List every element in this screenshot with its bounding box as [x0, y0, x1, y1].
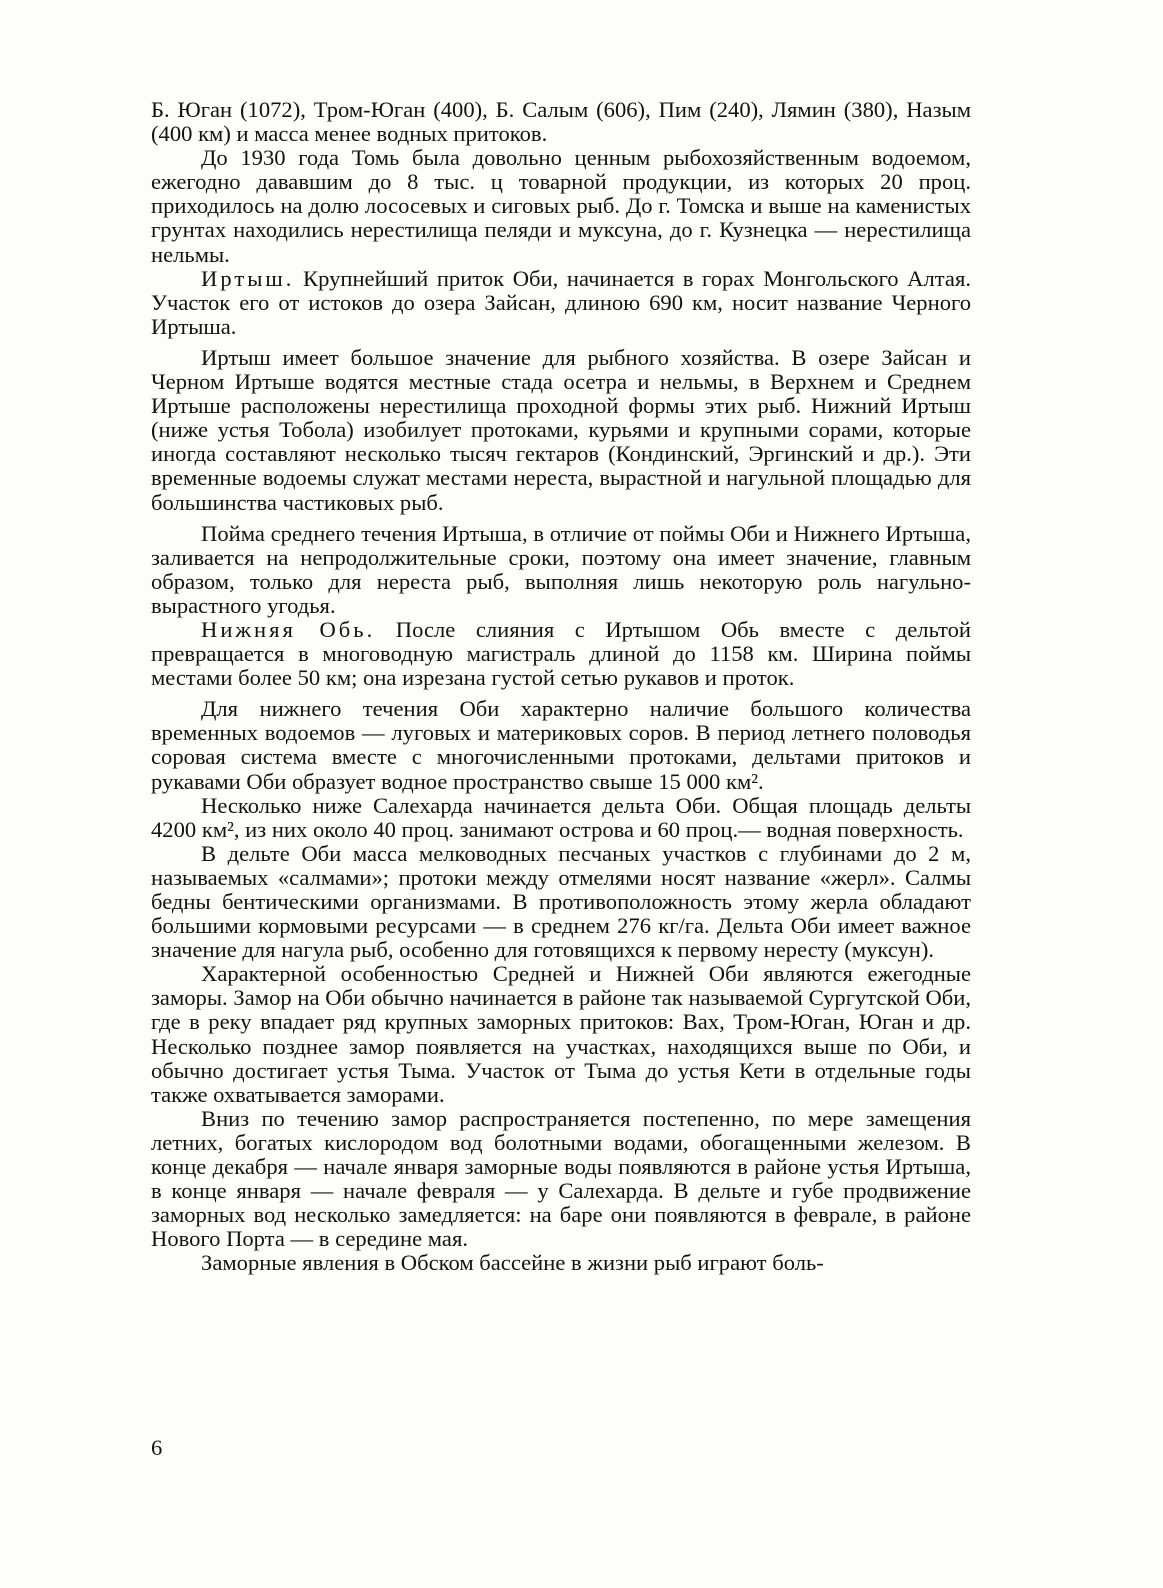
- paragraph: Для нижнего течения Оби характерно наличие большого количества временных водоемов — луговых и материковых соров. В период летнего половодья соровая система вместе с многочисленными протоками, дельтами притоков и рукавами Оби образует водное пространство свыше 15 000 км².: [151, 696, 971, 794]
- paragraph: Пойма среднего течения Иртыша, в отличие от поймы Оби и Нижнего Иртыша, заливается на непродолжительные сроки, поэтому она имеет значение, главным образом, только для нереста рыб, выполняя лишь некоторую роль нагульно-вырастного угодья.: [151, 520, 971, 618]
- paragraph-text: После слияния с Иртышом Обь вместе с дельтой превращается в многоводную магистраль длиной до 1158 км. Ширина поймы местами более 50 км; она изрезана густой сетью рукавов и проток.: [151, 616, 971, 691]
- section-heading-irtysh: Иртыш.: [201, 265, 295, 291]
- paragraph: Несколько ниже Салехарда начинается дельта Оби. Общая площадь дельты 4200 км², из них около 40 проц. занимают острова и 60 проц.— водная поверхность.: [151, 792, 971, 842]
- body-text: [151, 98, 971, 1276]
- paragraph: Заморные явления в Обском бассейне в жизни рыб играют боль-: [201, 1250, 824, 1276]
- paragraph-irtysh: [151, 267, 971, 339]
- paragraph-lower-ob: [151, 618, 971, 690]
- paragraph: До 1930 года Томь была довольно ценным рыбохозяйственным водоемом, ежегодно дававшим до 8 тыс. ц товарной продукции, из которых 20 проц. приходилось на долю лососевых и сиговых рыб. До г. Томска и выше на каменистых грунтах находились нерестилища пеляди и муксуна, до г. Кузнецка — нерестилища нельмы.: [151, 145, 971, 267]
- page-number: 6: [151, 1435, 163, 1460]
- paragraph-text: Крупнейший приток Оби, начинается в горах Монгольского Алтая. Участок его от истоков до озера Зайсан, длиною 690 км, носит название Черного Иртыша.: [151, 265, 971, 339]
- paragraph: Б. Юган (1072), Тром-Юган (400), Б. Салым (606), Пим (240), Лямин (380), Назым (400 км) и масса менее водных притоков.: [151, 97, 971, 147]
- paragraph: Характерной особенностью Средней и Нижней Оби являются ежегодные заморы. Замор на Оби обычно начинается в районе так называемой Сургутской Оби, где в реку впадает ряд крупных заморных притоков: Вах, Тром-Юган, Юган и др. Несколько позднее замор появляется на участках, находящихся выше по Оби, и обычно достигает устья Тыма. Участок от Тыма до устья Кети в отдельные годы также охватывается заморами.: [151, 961, 971, 1107]
- paragraph: В дельте Оби масса мелководных песчаных участков с глубинами до 2 м, называемых «салмами»; протоки между отмелями носят название «жерл». Салмы бедны бентическими организмами. В противоположность этому жерла обладают большими кормовыми ресурсами — в среднем 276 кг/га. Дельта Оби имеет важное значение для нагула рыб, особенно для готовящихся к первому нересту (муксун).: [151, 840, 971, 963]
- paragraph: Вниз по течению замор распространяется постепенно, по мере замещения летних, богатых кислородом вод болотными водами, обогащенными железом. В конце декабря — начале января заморные воды появляются в районе устья Иртыша, в конце января — начале февраля — у Салехарда. В дельте и губе продвижение заморных вод несколько замедляется: на баре они появляются в феврале, в районе Нового Порта — в середине мая.: [151, 1105, 971, 1252]
- paragraph: Иртыш имеет большое значение для рыбного хозяйства. В озере Зайсан и Черном Иртыше водятся местные стада осетра и нельмы, в Верхнем и Среднем Иртыше расположены нерестилища проходной формы этих рыб. Нижний Иртыш (ниже устья Тобола) изобилует протоками, курьями и крупными сорами, которые иногда составляют несколько тысяч гектаров (Кондинский, Эргинский и др.). Эти временные водоемы служат местами нереста, вырастной и нагульной площадью для большинства частиковых рыб.: [151, 344, 971, 515]
- section-heading-lower-ob: Нижняя Обь.: [201, 616, 376, 642]
